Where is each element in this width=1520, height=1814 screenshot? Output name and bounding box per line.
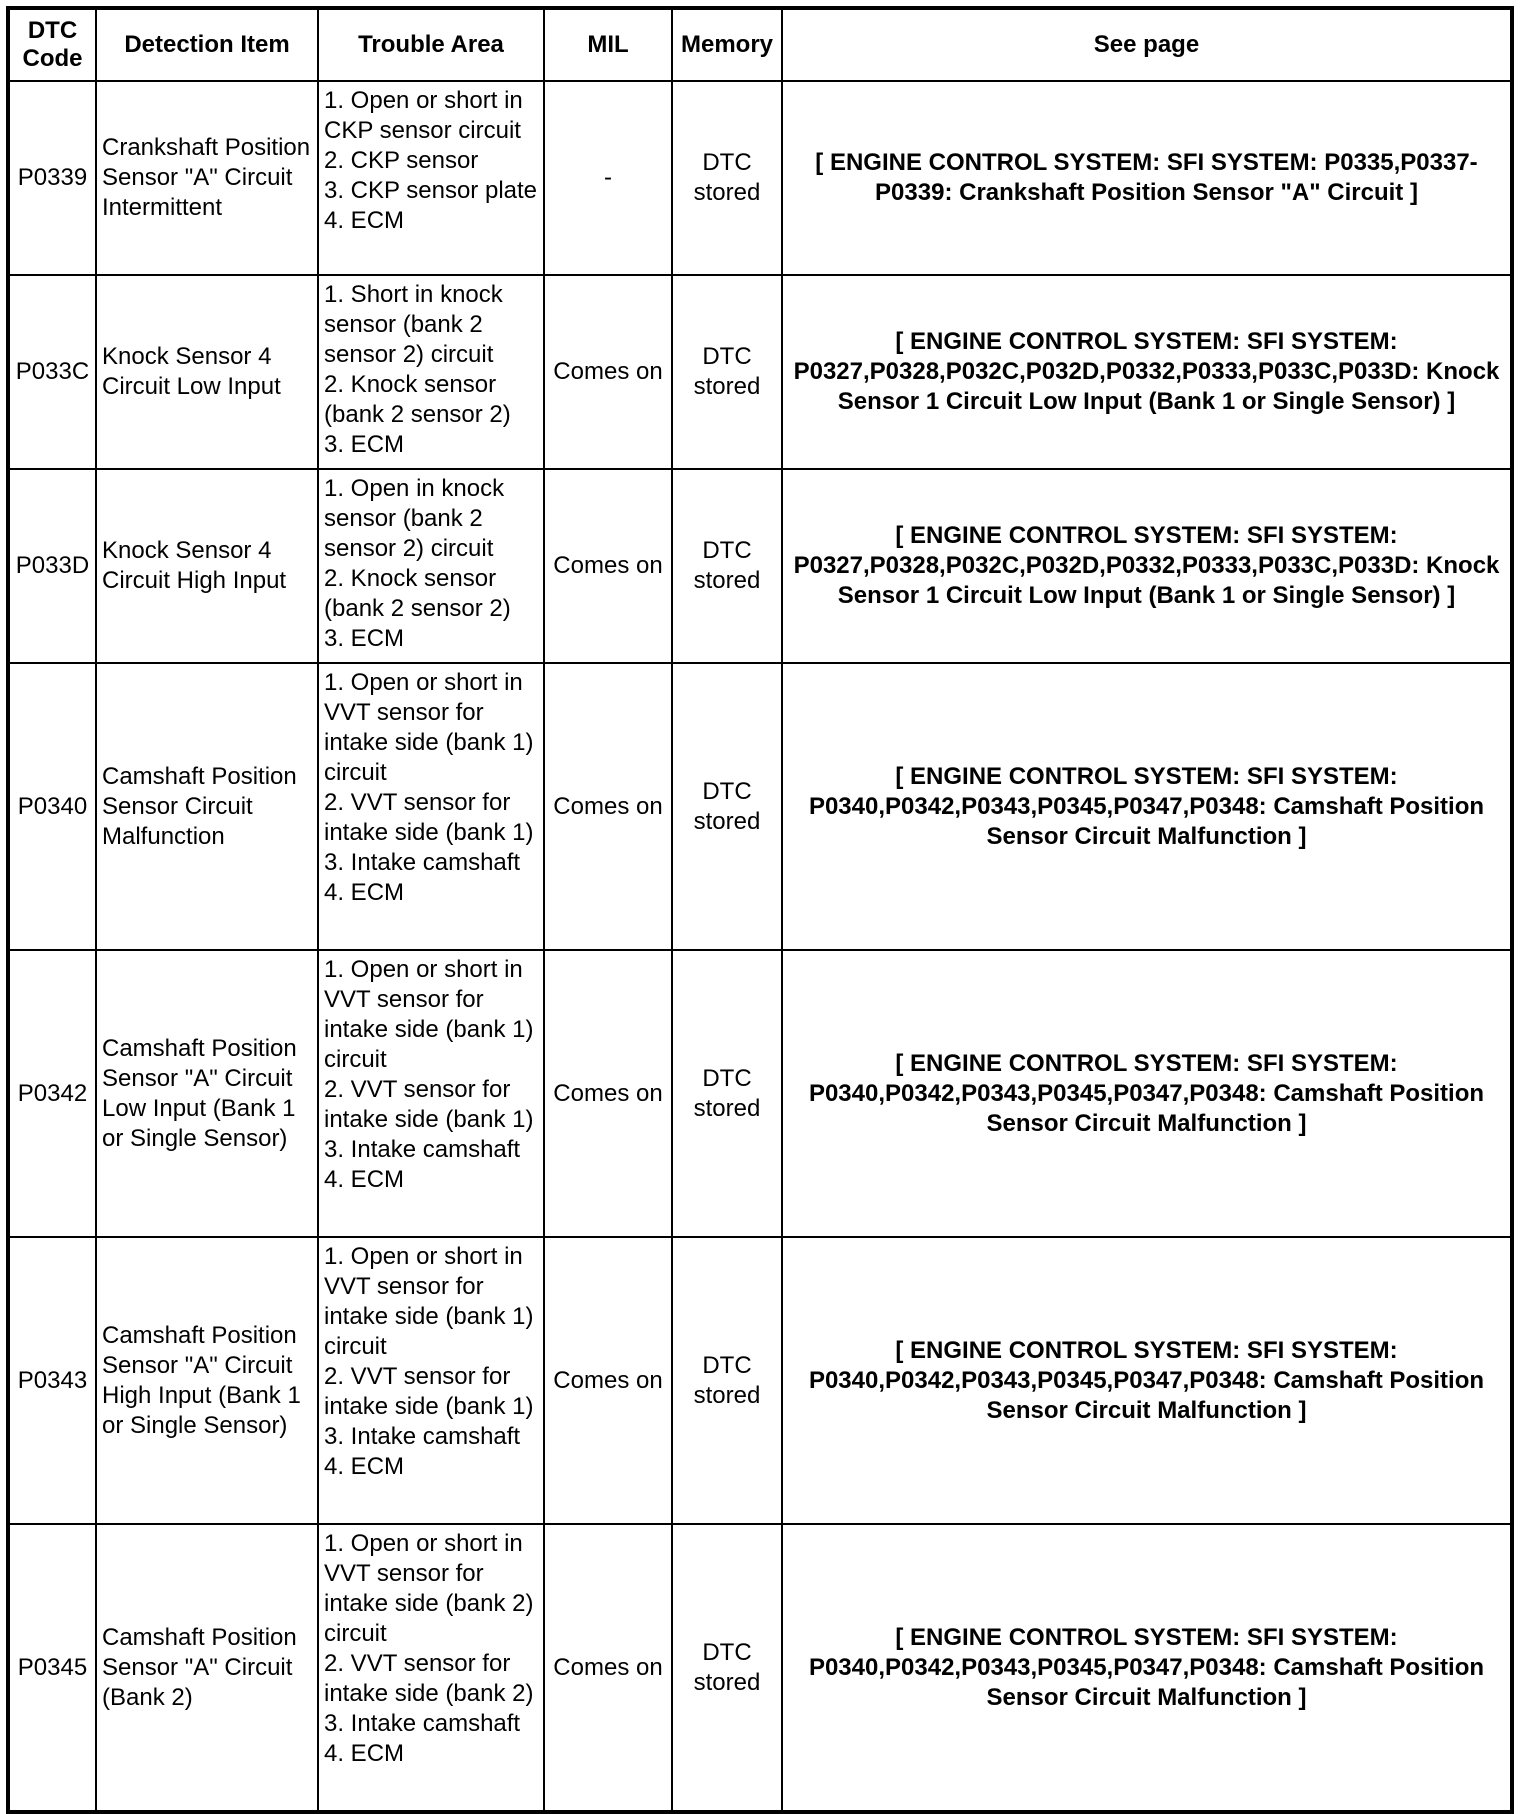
header-memory: Memory [672, 8, 782, 81]
mil-cell: Comes on [544, 950, 672, 1237]
dtc-code-cell: P033D [8, 469, 96, 663]
detection-item-cell: Camshaft Position Sensor "A" Circuit (Bank 2) [96, 1524, 318, 1812]
mil-cell: Comes on [544, 1237, 672, 1524]
see-page-link[interactable]: [ ENGINE CONTROL SYSTEM: SFI SYSTEM: P0340,P0342,P0343,P0345,P0347,P0348: Camshaft Position Sensor Circuit Malfunction ] [782, 1524, 1512, 1812]
dtc-table [6, 6, 1514, 1814]
header-mil: MIL [544, 8, 672, 81]
memory-cell: DTC stored [672, 469, 782, 663]
memory-cell: DTC stored [672, 275, 782, 469]
dtc-code-cell: P0343 [8, 1237, 96, 1524]
see-page-link[interactable]: [ ENGINE CONTROL SYSTEM: SFI SYSTEM: P0340,P0342,P0343,P0345,P0347,P0348: Camshaft Position Sensor Circuit Malfunction ] [782, 1237, 1512, 1524]
see-page-link[interactable]: [ ENGINE CONTROL SYSTEM: SFI SYSTEM: P0340,P0342,P0343,P0345,P0347,P0348: Camshaft Position Sensor Circuit Malfunction ] [782, 663, 1512, 950]
trouble-area-cell: 1. Open or short in VVT sensor for intake side (bank 2) circuit 2. VVT sensor for intake side (bank 2) 3. Intake camshaft 4. ECM [318, 1524, 544, 1812]
table-header-row [8, 8, 1512, 81]
trouble-area-cell: 1. Open or short in VVT sensor for intake side (bank 1) circuit 2. VVT sensor for intake side (bank 1) 3. Intake camshaft 4. ECM [318, 1237, 544, 1524]
mil-cell: Comes on [544, 469, 672, 663]
detection-item-cell: Camshaft Position Sensor Circuit Malfunction [96, 663, 318, 950]
trouble-area-cell: 1. Open or short in VVT sensor for intake side (bank 1) circuit 2. VVT sensor for intake side (bank 1) 3. Intake camshaft 4. ECM [318, 663, 544, 950]
trouble-area-cell: 1. Open in knock sensor (bank 2 sensor 2) circuit 2. Knock sensor (bank 2 sensor 2) 3. ECM [318, 469, 544, 663]
dtc-code-cell: P033C [8, 275, 96, 469]
table-row [8, 950, 1512, 1237]
trouble-area-cell: 1. Open or short in CKP sensor circuit 2. CKP sensor 3. CKP sensor plate 4. ECM [318, 81, 544, 275]
mil-cell: Comes on [544, 663, 672, 950]
table-row [8, 663, 1512, 950]
see-page-link[interactable]: [ ENGINE CONTROL SYSTEM: SFI SYSTEM: P0335,P0337-P0339: Crankshaft Position Sensor "A" Circuit ] [782, 81, 1512, 275]
header-dtc-code: DTC Code [8, 8, 96, 81]
header-trouble-area: Trouble Area [318, 8, 544, 81]
see-page-link[interactable]: [ ENGINE CONTROL SYSTEM: SFI SYSTEM: P0327,P0328,P032C,P032D,P0332,P0333,P033C,P033D: Knock Sensor 1 Circuit Low Input (Bank 1 or Single Sensor) ] [782, 469, 1512, 663]
header-see-page: See page [782, 8, 1512, 81]
detection-item-cell: Knock Sensor 4 Circuit High Input [96, 469, 318, 663]
mil-cell: Comes on [544, 275, 672, 469]
table-row [8, 469, 1512, 663]
detection-item-cell: Camshaft Position Sensor "A" Circuit Low Input (Bank 1 or Single Sensor) [96, 950, 318, 1237]
memory-cell: DTC stored [672, 950, 782, 1237]
see-page-link[interactable]: [ ENGINE CONTROL SYSTEM: SFI SYSTEM: P0340,P0342,P0343,P0345,P0347,P0348: Camshaft Position Sensor Circuit Malfunction ] [782, 950, 1512, 1237]
dtc-code-cell: P0345 [8, 1524, 96, 1812]
detection-item-cell: Crankshaft Position Sensor "A" Circuit Intermittent [96, 81, 318, 275]
table-row [8, 81, 1512, 275]
table-row [8, 1237, 1512, 1524]
header-detection-item: Detection Item [96, 8, 318, 81]
memory-cell: DTC stored [672, 663, 782, 950]
table-row [8, 1524, 1512, 1812]
trouble-area-cell: 1. Open or short in VVT sensor for intake side (bank 1) circuit 2. VVT sensor for intake side (bank 1) 3. Intake camshaft 4. ECM [318, 950, 544, 1237]
memory-cell: DTC stored [672, 1237, 782, 1524]
mil-cell: - [544, 81, 672, 275]
dtc-code-cell: P0339 [8, 81, 96, 275]
table-row [8, 275, 1512, 469]
see-page-link[interactable]: [ ENGINE CONTROL SYSTEM: SFI SYSTEM: P0327,P0328,P032C,P032D,P0332,P0333,P033C,P033D: Knock Sensor 1 Circuit Low Input (Bank 1 or Single Sensor) ] [782, 275, 1512, 469]
mil-cell: Comes on [544, 1524, 672, 1812]
detection-item-cell: Camshaft Position Sensor "A" Circuit High Input (Bank 1 or Single Sensor) [96, 1237, 318, 1524]
dtc-code-cell: P0340 [8, 663, 96, 950]
dtc-code-cell: P0342 [8, 950, 96, 1237]
detection-item-cell: Knock Sensor 4 Circuit Low Input [96, 275, 318, 469]
memory-cell: DTC stored [672, 81, 782, 275]
memory-cell: DTC stored [672, 1524, 782, 1812]
trouble-area-cell: 1. Short in knock sensor (bank 2 sensor 2) circuit 2. Knock sensor (bank 2 sensor 2) 3. ECM [318, 275, 544, 469]
